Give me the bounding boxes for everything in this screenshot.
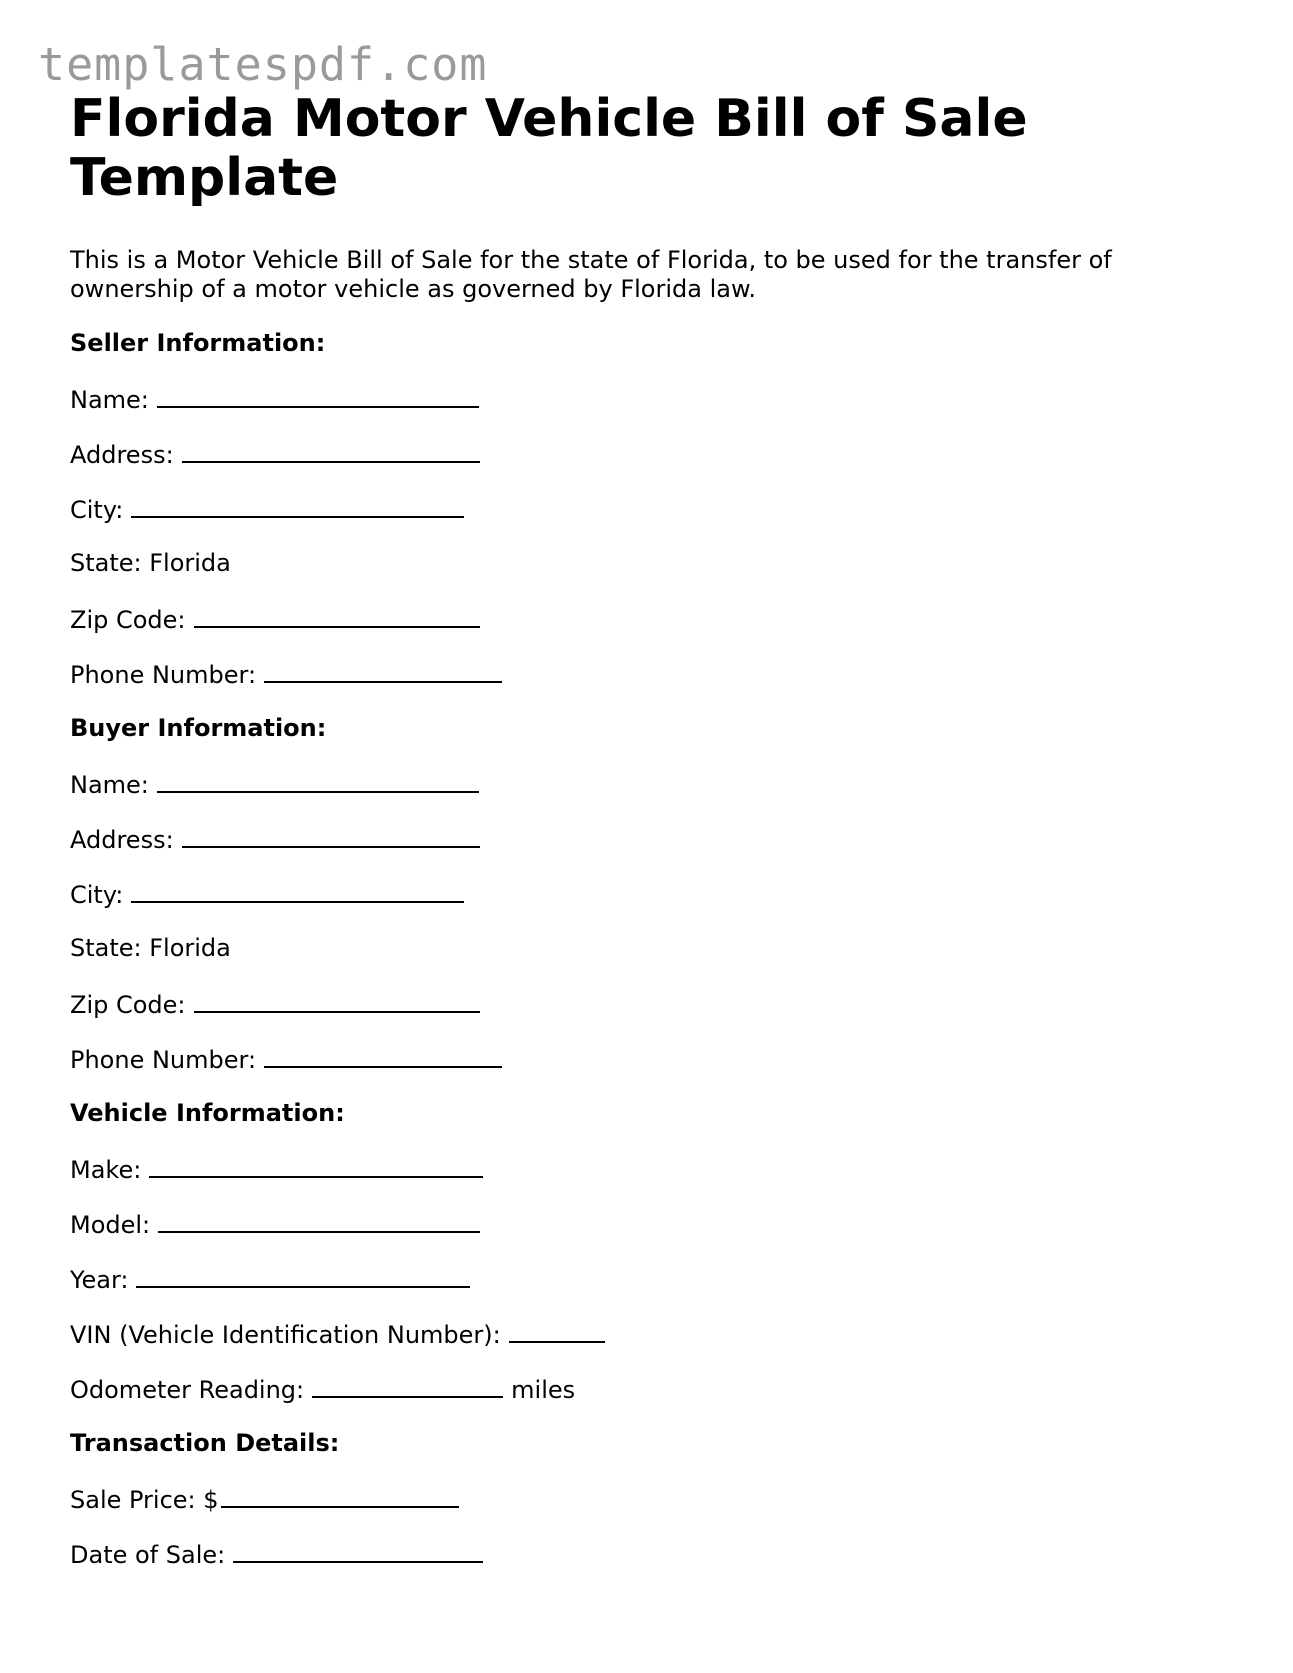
document-body bbox=[70, 90, 1240, 1568]
seller-state-row bbox=[70, 549, 1240, 578]
transaction-heading: Transaction Details: bbox=[70, 1429, 340, 1457]
seller-name-row bbox=[70, 384, 1240, 413]
buyer-zip-row bbox=[70, 989, 1240, 1018]
buyer-city-field[interactable] bbox=[131, 879, 464, 903]
vehicle-odometer-row bbox=[70, 1374, 1240, 1403]
vehicle-section bbox=[70, 1099, 1240, 1403]
buyer-state-row bbox=[70, 934, 1240, 963]
buyer-address-field[interactable] bbox=[182, 824, 480, 848]
vehicle-make-row bbox=[70, 1154, 1240, 1183]
buyer-phone-field[interactable] bbox=[264, 1044, 502, 1068]
transaction-section bbox=[70, 1429, 1240, 1568]
seller-name-label: Name: bbox=[70, 386, 149, 414]
seller-city-field[interactable] bbox=[131, 494, 464, 518]
seller-address-field[interactable] bbox=[182, 439, 480, 463]
seller-name-field[interactable] bbox=[157, 384, 479, 408]
vehicle-odometer-unit: miles bbox=[511, 1376, 576, 1404]
buyer-section bbox=[70, 714, 1240, 1073]
buyer-phone-row bbox=[70, 1044, 1240, 1073]
vehicle-vin-row bbox=[70, 1319, 1240, 1348]
vehicle-model-row bbox=[70, 1209, 1240, 1238]
seller-address-label: Address: bbox=[70, 441, 174, 469]
seller-heading: Seller Information: bbox=[70, 329, 326, 357]
seller-address-row bbox=[70, 439, 1240, 468]
buyer-name-row bbox=[70, 769, 1240, 798]
buyer-name-field[interactable] bbox=[157, 769, 479, 793]
seller-zip-label: Zip Code: bbox=[70, 606, 186, 634]
seller-phone-field[interactable] bbox=[264, 659, 502, 683]
seller-city-row bbox=[70, 494, 1240, 523]
intro-paragraph: This is a Motor Vehicle Bill of Sale for the state of Florida, to be used for the transfer of ownership of a motor vehicle as governed by Florida law. bbox=[70, 246, 1112, 303]
buyer-zip-label: Zip Code: bbox=[70, 991, 186, 1019]
vehicle-odometer-label: Odometer Reading: bbox=[70, 1376, 305, 1404]
transaction-price-field[interactable] bbox=[221, 1484, 459, 1508]
transaction-date-field[interactable] bbox=[233, 1539, 483, 1563]
vehicle-make-field[interactable] bbox=[149, 1154, 483, 1178]
watermark: templatespdf.com bbox=[38, 38, 488, 91]
transaction-date-row bbox=[70, 1539, 1240, 1568]
buyer-city-label: City: bbox=[70, 881, 124, 909]
buyer-zip-field[interactable] bbox=[194, 989, 480, 1013]
seller-state-label: State: Florida bbox=[70, 549, 231, 577]
seller-phone-row bbox=[70, 659, 1240, 688]
vehicle-odometer-field[interactable] bbox=[312, 1374, 503, 1398]
transaction-price-label: Sale Price: $ bbox=[70, 1486, 219, 1514]
vehicle-year-label: Year: bbox=[70, 1266, 129, 1294]
buyer-state-label: State: Florida bbox=[70, 934, 231, 962]
vehicle-vin-field[interactable] bbox=[509, 1319, 605, 1343]
vehicle-model-field[interactable] bbox=[158, 1209, 480, 1233]
vehicle-year-field[interactable] bbox=[136, 1264, 470, 1288]
seller-zip-row bbox=[70, 604, 1240, 633]
transaction-date-label: Date of Sale: bbox=[70, 1541, 226, 1569]
vehicle-make-label: Make: bbox=[70, 1156, 142, 1184]
seller-section bbox=[70, 329, 1240, 688]
buyer-address-label: Address: bbox=[70, 826, 174, 854]
buyer-city-row bbox=[70, 879, 1240, 908]
buyer-name-label: Name: bbox=[70, 771, 149, 799]
seller-zip-field[interactable] bbox=[194, 604, 480, 628]
vehicle-vin-label: VIN (Vehicle Identification Number): bbox=[70, 1321, 501, 1349]
buyer-phone-label: Phone Number: bbox=[70, 1046, 257, 1074]
vehicle-year-row bbox=[70, 1264, 1240, 1293]
vehicle-heading: Vehicle Information: bbox=[70, 1099, 345, 1127]
page-title: Florida Motor Vehicle Bill of Sale Template bbox=[70, 89, 1028, 208]
buyer-heading: Buyer Information: bbox=[70, 714, 327, 742]
seller-city-label: City: bbox=[70, 496, 124, 524]
seller-phone-label: Phone Number: bbox=[70, 661, 257, 689]
vehicle-model-label: Model: bbox=[70, 1211, 151, 1239]
buyer-address-row bbox=[70, 824, 1240, 853]
transaction-price-row bbox=[70, 1484, 1240, 1513]
